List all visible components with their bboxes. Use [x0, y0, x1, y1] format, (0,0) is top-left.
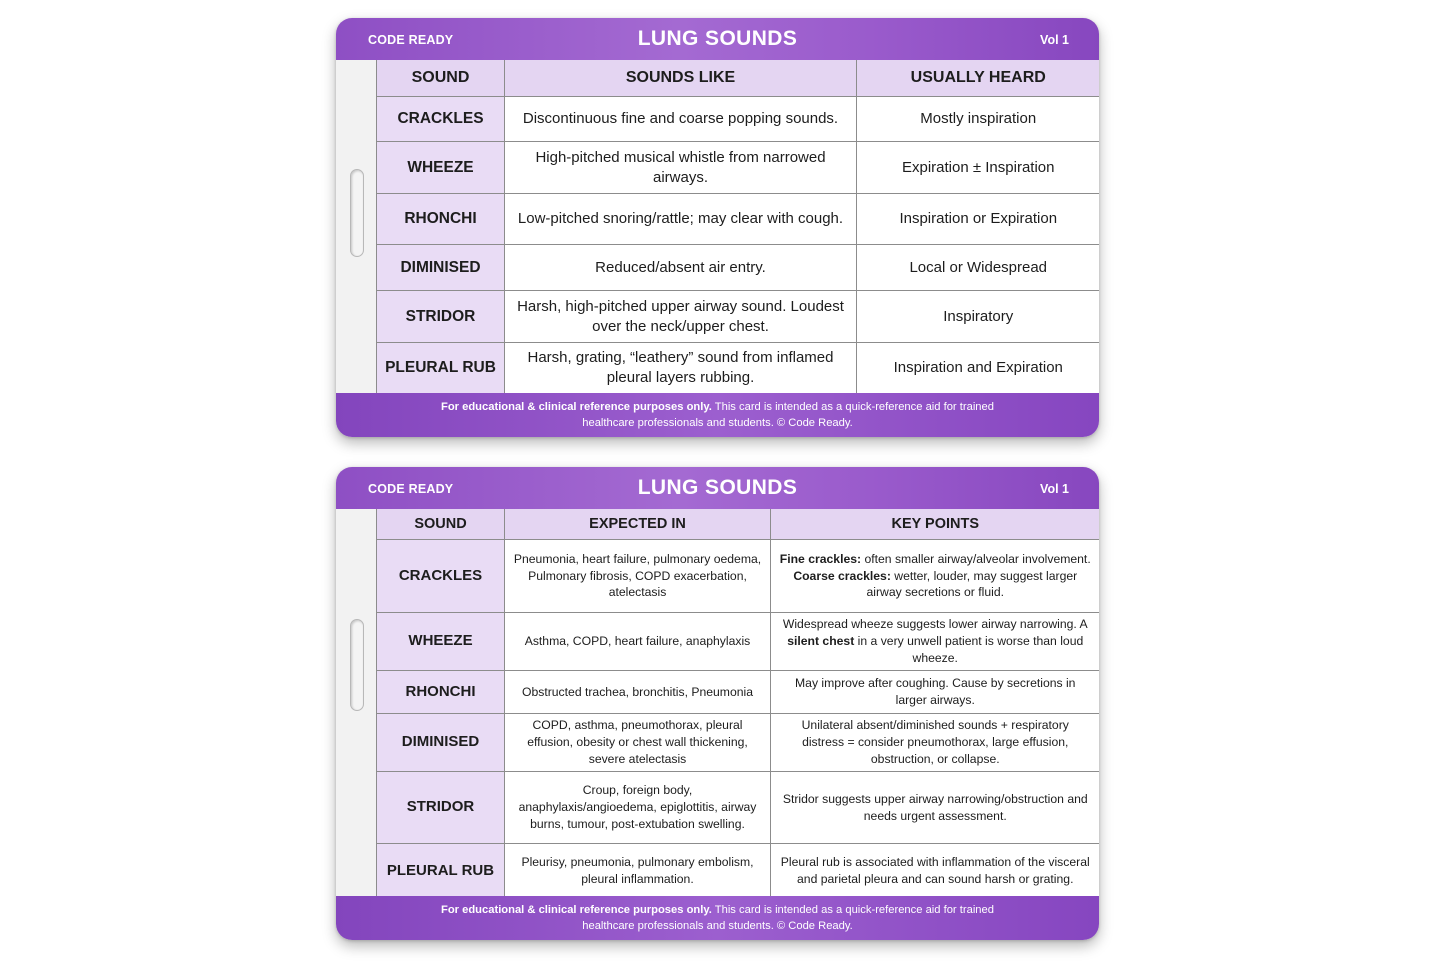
- sounds-like-cell: Discontinuous fine and coarse popping sounds.: [505, 97, 857, 142]
- table-row: [377, 671, 1100, 714]
- disclaimer-text: healthcare professionals and students. © Code Ready.: [582, 417, 853, 429]
- expected-in-cell: Pneumonia, heart failure, pulmonary oedema, Pulmonary fibrosis, COPD exacerbation, atelectasis: [505, 540, 771, 613]
- brand-label: CODE READY: [368, 33, 454, 47]
- usually-heard-cell: Expiration ± Inspiration: [857, 142, 1100, 194]
- sound-name: CRACKLES: [377, 97, 505, 142]
- sound-name: CRACKLES: [377, 540, 505, 613]
- key-point-bold: Fine crackles:: [779, 551, 862, 566]
- table-header-row: [377, 60, 1100, 97]
- column-header: SOUND: [377, 509, 505, 540]
- card-header: [336, 467, 1099, 509]
- disclaimer-text: healthcare professionals and students. © Code Ready.: [582, 920, 853, 932]
- column-header: USUALLY HEARD: [857, 60, 1100, 97]
- card-title: LUNG SOUNDS: [637, 27, 798, 50]
- table-row: [377, 194, 1100, 245]
- expected-in-cell: COPD, asthma, pneumothorax, pleural effusion, obesity or chest wall thickening, severe atelectasis: [505, 714, 771, 772]
- disclaimer-footer: [336, 896, 1099, 940]
- column-header: EXPECTED IN: [505, 509, 771, 540]
- sound-name: RHONCHI: [377, 671, 505, 714]
- disclaimer-text: This card is intended as a quick-reference aid for trained: [711, 904, 994, 916]
- usually-heard-cell: Inspiration and Expiration: [857, 343, 1100, 394]
- disclaimer-footer: [336, 393, 1099, 437]
- usually-heard-cell: Inspiratory: [857, 291, 1100, 343]
- sounds-like-cell: High-pitched musical whistle from narrowed airways.: [505, 142, 857, 194]
- lanyard-slot: [350, 169, 364, 257]
- disclaimer-bold: For educational & clinical reference purposes only.: [441, 401, 712, 413]
- reference-card-sounds-like: [336, 18, 1099, 437]
- expected-in-cell: Obstructed trachea, bronchitis, Pneumonia: [505, 671, 771, 714]
- sound-name: PLEURAL RUB: [377, 844, 505, 899]
- expected-in-cell: Croup, foreign body, anaphylaxis/angioedema, epiglottitis, airway burns, tumour, post-extubation swelling.: [505, 772, 771, 844]
- sounds-like-cell: Harsh, high-pitched upper airway sound. Loudest over the neck/upper chest.: [505, 291, 857, 343]
- lanyard-slot: [350, 619, 364, 711]
- key-point-text: often smaller airway/alveolar involvement.: [861, 551, 1091, 566]
- key-points-cell: Pleural rub is associated with inflammation of the visceral and parietal pleura and can sound harsh or grating.: [771, 844, 1100, 899]
- table-row: [377, 245, 1100, 291]
- sound-name: DIMINISED: [377, 245, 505, 291]
- key-point-text: wetter, louder, may suggest larger airway secretions or fluid.: [866, 568, 1078, 600]
- card-header: [336, 18, 1099, 60]
- sound-name: PLEURAL RUB: [377, 343, 505, 394]
- sound-name: RHONCHI: [377, 194, 505, 245]
- reference-card-key-points: [336, 467, 1099, 940]
- sound-name: DIMINISED: [377, 714, 505, 772]
- expected-in-cell: Asthma, COPD, heart failure, anaphylaxis: [505, 613, 771, 671]
- table-row: [377, 844, 1100, 899]
- column-header: SOUND: [377, 60, 505, 97]
- column-header: SOUNDS LIKE: [505, 60, 857, 97]
- card-title: LUNG SOUNDS: [637, 476, 798, 499]
- table-row: [377, 343, 1100, 394]
- key-points-cell: Unilateral absent/diminished sounds + respiratory distress = consider pneumothorax, large effusion, obstruction, or collapse.: [771, 714, 1100, 772]
- usually-heard-cell: Inspiration or Expiration: [857, 194, 1100, 245]
- table-row: [377, 772, 1100, 844]
- table-row: [377, 97, 1100, 142]
- table-row: [377, 714, 1100, 772]
- usually-heard-cell: Local or Widespread: [857, 245, 1100, 291]
- sound-name: WHEEZE: [377, 142, 505, 194]
- key-points-cell: [771, 613, 1100, 671]
- sounds-like-cell: Harsh, grating, “leathery” sound from inflamed pleural layers rubbing.: [505, 343, 857, 394]
- table-row: [377, 291, 1100, 343]
- lung-sounds-table: [376, 60, 1099, 394]
- expected-in-cell: Pleurisy, pneumonia, pulmonary embolism, pleural inflammation.: [505, 844, 771, 899]
- volume-label: Vol 1: [1040, 482, 1069, 496]
- column-header: KEY POINTS: [771, 509, 1100, 540]
- lung-sounds-table: [376, 509, 1099, 899]
- key-point-bold: silent chest: [787, 634, 855, 649]
- key-point-text: in a very unwell patient is worse than loud wheeze.: [854, 634, 1084, 665]
- disclaimer-bold: For educational & clinical reference purposes only.: [441, 904, 712, 916]
- sounds-like-cell: Reduced/absent air entry.: [505, 245, 857, 291]
- volume-label: Vol 1: [1040, 33, 1069, 47]
- table-header-row: [377, 509, 1100, 540]
- key-points-cell: [771, 540, 1100, 613]
- disclaimer-text: This card is intended as a quick-reference aid for trained: [711, 401, 994, 413]
- sound-name: STRIDOR: [377, 291, 505, 343]
- table-row: [377, 613, 1100, 671]
- key-points-cell: Stridor suggests upper airway narrowing/obstruction and needs urgent assessment.: [771, 772, 1100, 844]
- table-row: [377, 142, 1100, 194]
- table-row: [377, 540, 1100, 613]
- key-point-text: Widespread wheeze suggests lower airway narrowing. A: [782, 617, 1088, 632]
- usually-heard-cell: Mostly inspiration: [857, 97, 1100, 142]
- sounds-like-cell: Low-pitched snoring/rattle; may clear with cough.: [505, 194, 857, 245]
- sound-name: STRIDOR: [377, 772, 505, 844]
- key-point-bold: Coarse crackles:: [793, 568, 891, 583]
- key-points-cell: May improve after coughing. Cause by secretions in larger airways.: [771, 671, 1100, 714]
- brand-label: CODE READY: [368, 482, 454, 496]
- sound-name: WHEEZE: [377, 613, 505, 671]
